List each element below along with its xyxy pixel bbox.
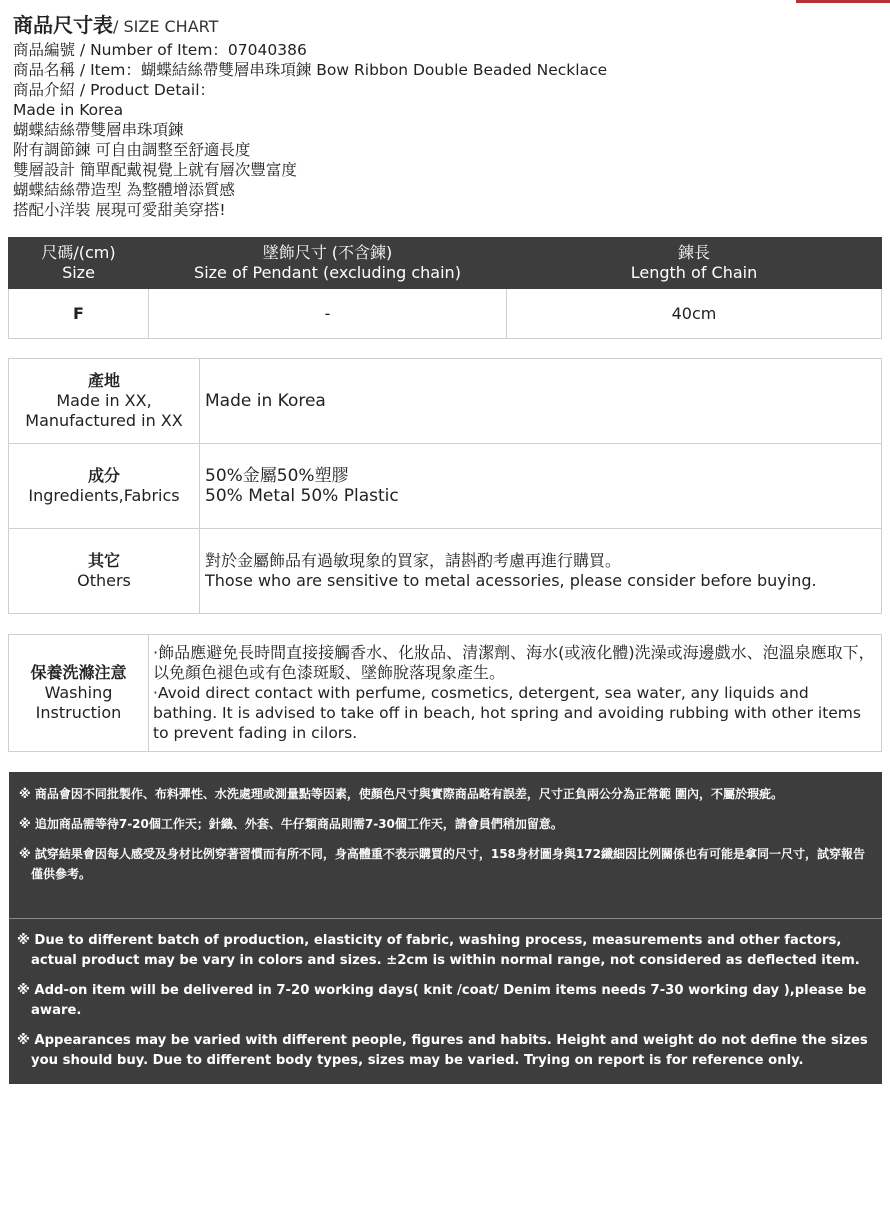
detail-line: 附有調節鍊 可自由調整至舒適長度 — [13, 141, 251, 159]
origin-value: Made in Korea — [200, 359, 882, 444]
detail-line: Made in Korea — [13, 101, 124, 119]
origin-label-en-2: Manufactured in XX — [25, 411, 183, 430]
header-size — [9, 238, 149, 289]
item-number: 商品編號 / Number of Item：07040386 — [13, 41, 307, 59]
note-zh-item: ※ 追加商品需等待7-20個工作天；針織、外套、牛仔類商品則需7-30個工作天，請會員們稍加留意。 — [19, 817, 563, 831]
detail-line: 搭配小洋裝 展現可愛甜美穿搭! — [13, 201, 226, 219]
detail-line: 雙層設計 簡單配戴視覺上就有層次豐富度 — [13, 161, 297, 179]
origin-label-en-1: Made in XX, — [56, 391, 152, 410]
notes-panel — [9, 772, 882, 1084]
others-label — [9, 529, 200, 614]
washing-table — [8, 634, 882, 752]
info-table — [8, 358, 882, 614]
top-accent-bar — [796, 0, 890, 3]
washing-value — [149, 635, 882, 752]
note-en-item: ※ Appearances may be varied with different people, figures and habits. Height and weight do not define the sizes you should buy. Due to different body types, sizes may be varied. Trying on report is for reference only. — [17, 1033, 868, 1068]
washing-text-zh: ·飾品應避免長時間直接接觸香水、化妝品、清潔劑、海水(或液化體)洗澡或海邊戲水、泡溫泉應取下，以免顏色褪色或有色漆斑駁、墜飾脫落現象產生。 — [153, 643, 875, 682]
header-chain — [507, 238, 882, 289]
ingredients-value-en: 50% Metal 50% Plastic — [205, 486, 399, 506]
table-row — [9, 359, 882, 444]
page-title — [13, 10, 873, 40]
cell-size: F — [9, 289, 149, 339]
header-chain-zh: 鍊長 — [677, 243, 710, 262]
ingredients-value — [200, 444, 882, 529]
ingredients-value-zh: 50%金屬50%塑膠 — [205, 466, 349, 486]
note-zh-item: ※ 試穿結果會因每人感受及身材比例穿著習慣而有所不同，身高體重不表示購買的尺寸，158身材圖身與172纖細因比例關係也有可能是拿同一尺寸，試穿報告僅供參考。 — [19, 847, 865, 881]
table-row — [9, 635, 882, 752]
washing-text-en: ·Avoid direct contact with perfume, cosmetics, detergent, sea water, any liquids and bathing. It is advised to take off in beach, hot spring and avoiding rubbing with other items to prevent fading in cilors. — [153, 684, 861, 742]
notes-zh — [9, 772, 882, 918]
washing-label-en-2: Instruction — [35, 703, 122, 722]
size-table-header — [9, 238, 882, 289]
title-zh: 商品尺寸表 — [13, 13, 113, 37]
item-name: 商品名稱 / Item：蝴蝶結絲帶雙層串珠項鍊 Bow Ribbon Double Beaded Necklace — [13, 61, 608, 79]
washing-label-en-1: Washing — [44, 683, 113, 702]
ingredients-label — [9, 444, 200, 529]
table-row — [9, 529, 882, 614]
table-row — [9, 444, 882, 529]
washing-label — [9, 635, 149, 752]
title-en: / SIZE CHART — [113, 17, 219, 36]
others-label-zh: 其它 — [87, 551, 120, 570]
detail-label: 商品介紹 / Product Detail： — [13, 81, 216, 99]
header-pendant — [149, 238, 507, 289]
header-size-zh: 尺碼/(cm) — [41, 243, 116, 262]
ingredients-label-zh: 成分 — [87, 466, 120, 485]
origin-label — [9, 359, 200, 444]
notes-en — [9, 919, 882, 1071]
note-en-item: ※ Due to different batch of production, elasticity of fabric, washing process, measurements and other factors, actual product may be vary in colors and sizes. ±2cm is within normal range, not considered as deflected item. — [17, 933, 860, 968]
others-label-en: Others — [77, 571, 131, 590]
others-value — [200, 529, 882, 614]
header-size-en: Size — [62, 263, 95, 282]
ingredients-label-en: Ingredients,Fabrics — [28, 486, 180, 505]
size-table — [8, 237, 882, 339]
header-pendant-en: Size of Pendant (excluding chain) — [194, 263, 461, 282]
origin-label-zh: 產地 — [87, 371, 120, 390]
table-row — [9, 289, 882, 339]
others-value-en: Those who are sensitive to metal acessories, please consider before buying. — [205, 571, 817, 590]
detail-line: 蝴蝶結絲帶雙層串珠項鍊 — [13, 121, 184, 139]
header-chain-en: Length of Chain — [630, 263, 758, 282]
detail-line: 蝴蝶結絲帶造型 為整體增添質感 — [13, 181, 235, 199]
product-header — [13, 10, 873, 220]
header-pendant-zh: 墜飾尺寸 (不含鍊) — [262, 243, 393, 262]
note-en-item: ※ Add-on item will be delivered in 7-20 working days( knit /coat/ Denim items needs 7-30 working day ),please be aware. — [17, 983, 867, 1018]
note-zh-item: ※ 商品會因不同批製作、布料彈性、水洗處理或測量點等因素，使顏色尺寸與實際商品略有誤差，尺寸正負兩公分為正常範 圍內，不屬於瑕疵。 — [19, 787, 784, 801]
others-value-zh: 對於金屬飾品有過敏現象的買家，請斟酌考慮再進行購買。 — [205, 551, 622, 570]
washing-label-zh: 保養洗滌注意 — [30, 663, 127, 682]
cell-pendant: - — [149, 289, 507, 339]
cell-chain: 40cm — [507, 289, 882, 339]
